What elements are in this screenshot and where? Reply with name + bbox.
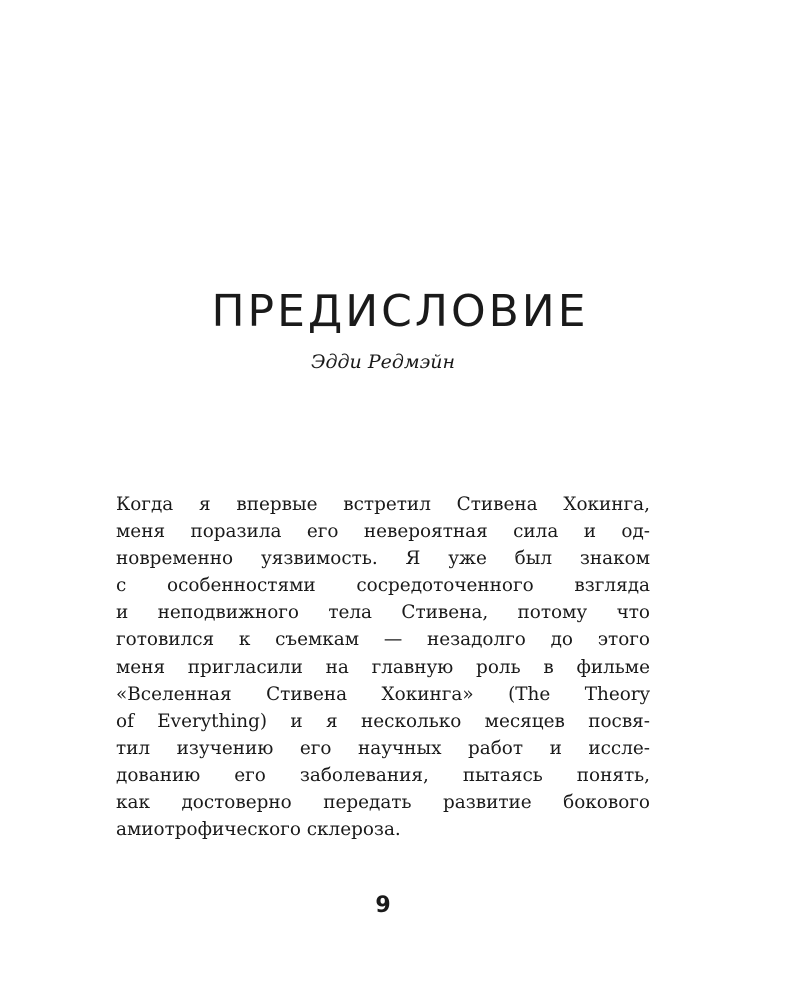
body-line: новременно уязвимость. Я уже был знаком bbox=[116, 548, 650, 570]
body-line: «Вселенная Стивена Хокинга» (The Theory bbox=[116, 683, 650, 705]
body-line: с особенностями сосредоточенного взгляда bbox=[116, 575, 650, 597]
body-line: готовился к съемкам — незадолго до этого bbox=[116, 629, 650, 651]
body-line: амиотрофического склероза. bbox=[116, 819, 401, 841]
body-line: меня поразила его невероятная сила и од- bbox=[116, 521, 650, 543]
body-line: Когда я впервые встретил Стивена Хокинга, bbox=[116, 494, 650, 515]
page-number: 9 bbox=[375, 893, 391, 918]
body-line: и неподвижного тела Стивена, потому что bbox=[116, 602, 650, 624]
body-line: тил изучению его научных работ и иссле- bbox=[116, 737, 650, 759]
body-line: меня пригласили на главную роль в фильме bbox=[116, 656, 650, 678]
body-line: как достоверно передать развитие бокового bbox=[116, 792, 650, 814]
chapter-title: ПРЕДИСЛОВИЕ bbox=[211, 286, 589, 337]
body-paragraph bbox=[116, 491, 650, 843]
body-line: дованию его заболевания, пытаясь понять, bbox=[116, 764, 650, 786]
chapter-author: Эдди Редмэйн bbox=[310, 351, 456, 373]
body-line: of Everything) и я несколько месяцев посвя- bbox=[116, 710, 650, 732]
